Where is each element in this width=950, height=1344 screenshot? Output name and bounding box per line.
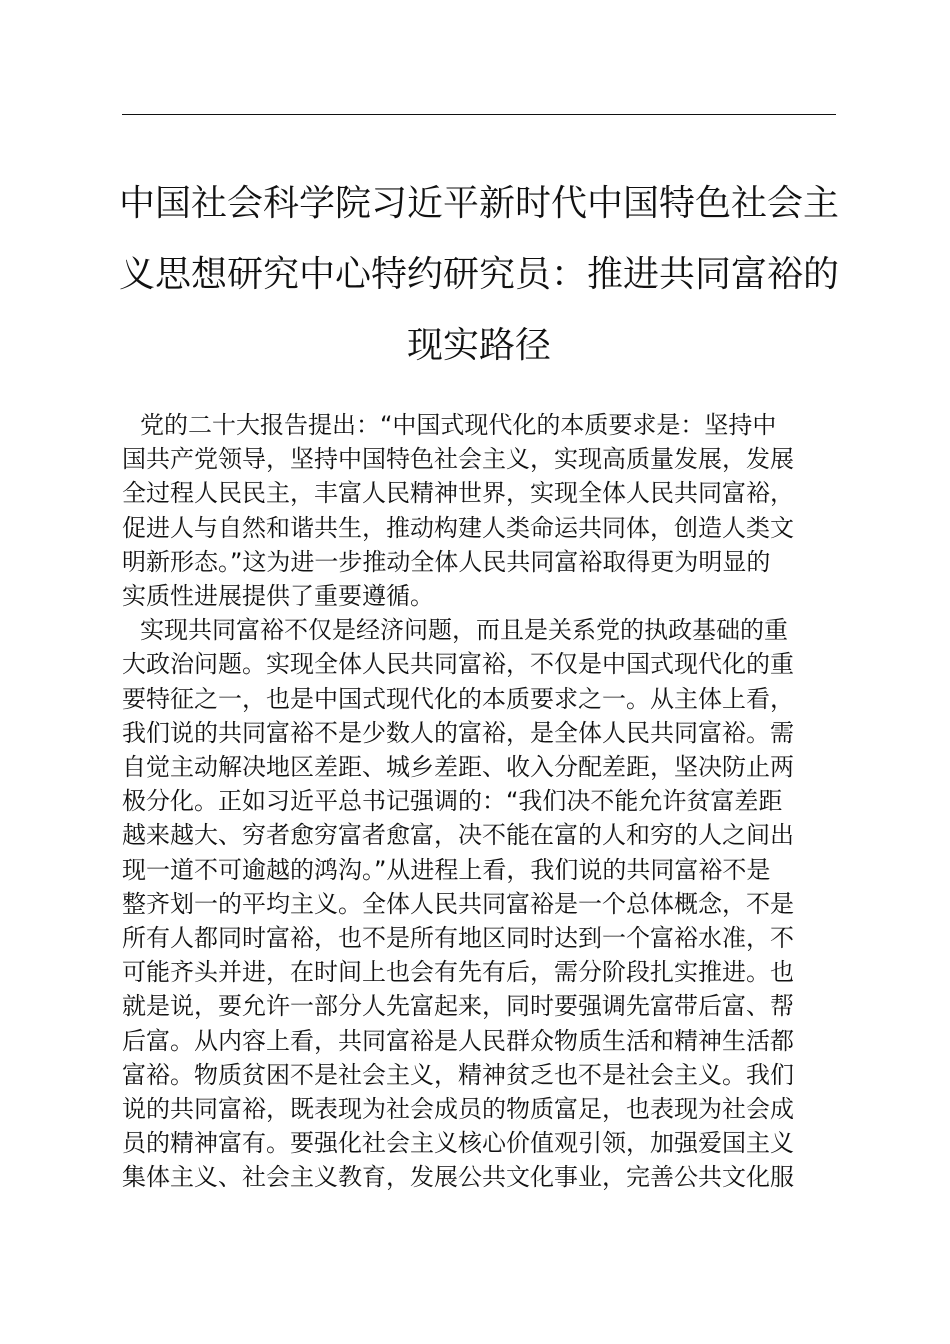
text-line: 明新形态。”这为进一步推动全体人民共同富裕取得更为明显的: [122, 547, 771, 576]
text-line: 国共产党领导，坚持中国特色社会主义，实现高质量发展，发展: [122, 445, 794, 474]
paragraph-1: [122, 408, 838, 613]
header-rule: [122, 114, 836, 115]
title-line: 中国社会科学院习近平新时代中国特色社会主: [118, 183, 839, 224]
text-line: 后富。从内容上看，共同富裕是人民群众物质生活和精神生活都: [122, 1026, 794, 1055]
title-line: 义思想研究中心特约研究员：推进共同富裕的: [118, 254, 839, 295]
text-line: 整齐划一的平均主义。全体人民共同富裕是一个总体概念，不是: [122, 889, 794, 918]
text-line: 大政治问题。实现全体人民共同富裕，不仅是中国式现代化的重: [122, 650, 794, 679]
text-line: 说的共同富裕，既表现为社会成员的物质富足，也表现为社会成: [122, 1095, 794, 1124]
text-line: 实质性进展提供了重要遵循。: [122, 582, 434, 611]
text-line: 极分化。正如习近平总书记强调的：“我们决不能允许贫富差距: [122, 787, 783, 816]
text-line: 越来越大、穷者愈穷富者愈富，决不能在富的人和穷的人之间出: [122, 821, 794, 850]
text-line: 现一道不可逾越的鸿沟。”从进程上看，我们说的共同富裕不是: [122, 855, 771, 884]
text-line: 实现共同富裕不仅是经济问题，而且是关系党的执政基础的重: [140, 616, 788, 645]
text-line: 所有人都同时富裕，也不是所有地区同时达到一个富裕水准，不: [122, 924, 794, 953]
text-line: 就是说，要允许一部分人先富起来，同时要强调先富带后富、帮: [122, 992, 794, 1021]
article-title: [118, 168, 840, 381]
article-body: [122, 408, 838, 1195]
text-line: 我们说的共同富裕不是少数人的富裕，是全体人民共同富裕。需: [122, 718, 794, 747]
text-line: 员的精神富有。要强化社会主义核心价值观引领，加强爱国主义: [122, 1129, 794, 1158]
text-line: 党的二十大报告提出：“中国式现代化的本质要求是：坚持中: [140, 411, 777, 439]
text-line: 要特征之一，也是中国式现代化的本质要求之一。从主体上看，: [122, 684, 794, 713]
text-line: 自觉主动解决地区差距、城乡差距、收入分配差距，坚决防止两: [122, 753, 794, 782]
text-line: 全过程人民民主，丰富人民精神世界，实现全体人民共同富裕，: [122, 479, 794, 508]
text-line: 集体主义、社会主义教育，发展公共文化事业，完善公共文化服: [122, 1163, 794, 1192]
text-line: 可能齐头并进，在时间上也会有先有后，需分阶段扎实推进。也: [122, 958, 794, 987]
text-line: 富裕。物质贫困不是社会主义，精神贫乏也不是社会主义。我们: [122, 1060, 794, 1089]
text-line: 促进人与自然和谐共生，推动构建人类命运共同体，创造人类文: [122, 513, 794, 542]
paragraph-2: [122, 613, 838, 1194]
title-line: 现实路径: [406, 325, 551, 366]
